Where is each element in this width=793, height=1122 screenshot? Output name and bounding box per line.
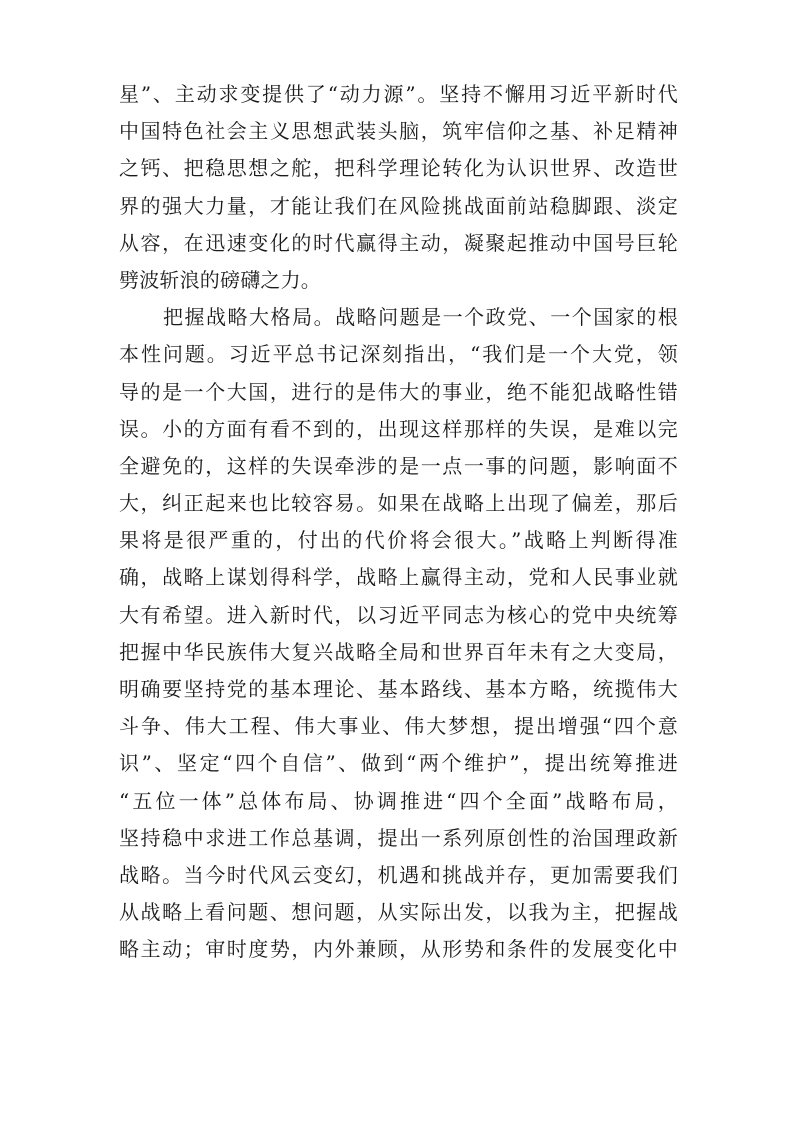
text-line: 劈波斩浪的磅礴之力。 (119, 267, 321, 292)
text-line: 略主动；审时度势，内外兼顾，从形势和条件的发展变化中 (119, 937, 678, 962)
text-line: 明确要坚持党的基本理论、基本路线、基本方略，统揽伟大 (119, 677, 678, 701)
text-line: 战略。当今时代风云变幻，机遇和挑战并存，更加需要我们 (119, 862, 678, 887)
paragraph-2 (119, 299, 678, 968)
body-text (119, 76, 678, 969)
text-line: 从战略上看问题、想问题，从实际出发，以我为主，把握战 (119, 900, 678, 925)
text-line: 坚持稳中求进工作总基调，提出一系列原创性的治国理政新 (119, 825, 678, 850)
text-line: 大有希望。进入新时代，以习近平同志为核心的党中央统筹 (119, 602, 678, 627)
text-line: 中国特色社会主义思想武装头脑，筑牢信仰之基、补足精神 (119, 119, 678, 144)
text-line: 星”、主动求变提供了“动力源”。坚持不懈用习近平新时代 (119, 82, 678, 106)
text-line: 果将是很严重的，付出的代价将会很大。”战略上判断得准 (119, 528, 678, 553)
text-line: 大，纠正起来也比较容易。如果在战略上出现了偏差，那后 (119, 491, 678, 516)
text-line: “五位一体”总体布局、协调推进“四个全面”战略布局， (119, 788, 678, 813)
text-line: 确，战略上谋划得科学，战略上赢得主动，党和人民事业就 (119, 565, 678, 590)
text-line: 斗争、伟大工程、伟大事业、伟大梦想，提出增强“四个意 (119, 714, 678, 739)
text-line: 界的强大力量，才能让我们在风险挑战面前站稳脚跟、淡定 (119, 193, 678, 218)
text-line: 误。小的方面有看不到的，出现这样那样的失误，是难以完 (119, 416, 678, 441)
paragraph-1 (119, 76, 678, 299)
text-line: 之钙、把稳思想之舵，把科学理论转化为认识世界、改造世 (119, 156, 678, 181)
text-line: 识”、坚定“四个自信”、做到“两个维护”，提出统筹推进 (119, 751, 678, 776)
text-line: 把握战略大格局。战略问题是一个政党、一个国家的根 (163, 305, 678, 330)
text-line: 导的是一个大国，进行的是伟大的事业，绝不能犯战略性错 (119, 379, 678, 404)
text-line: 全避免的，这样的失误牵涉的是一点一事的问题，影响面不 (119, 453, 678, 478)
text-line: 从容，在迅速变化的时代赢得主动，凝聚起推动中国号巨轮 (119, 230, 678, 255)
text-line: 本性问题。习近平总书记深刻指出，“我们是一个大党，领 (119, 342, 678, 367)
text-line: 把握中华民族伟大复兴战略全局和世界百年未有之大变局， (119, 639, 678, 664)
